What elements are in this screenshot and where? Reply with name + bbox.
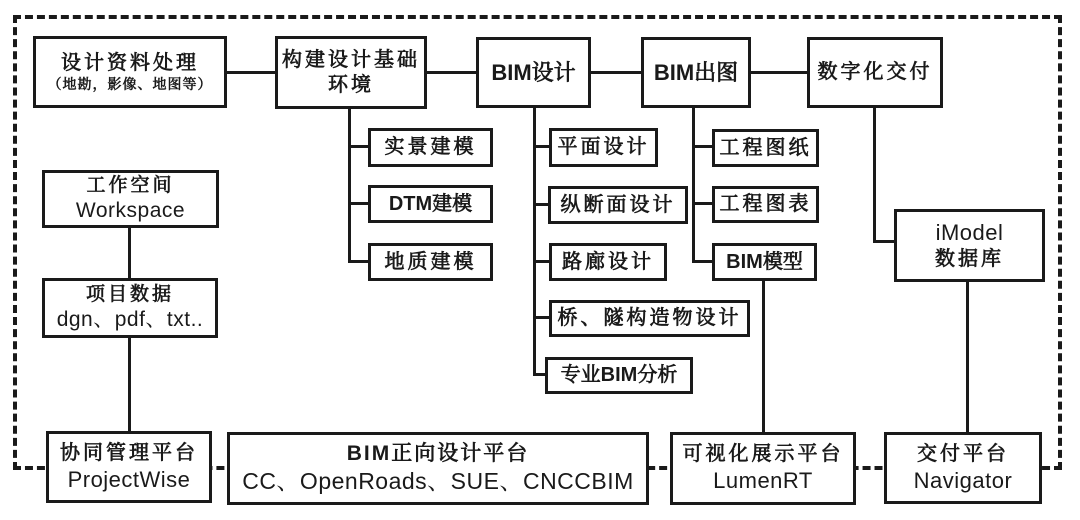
node-engineering-drawings-title: 工程图纸 bbox=[719, 136, 812, 159]
node-bim-model bbox=[712, 243, 817, 281]
node-lumenrt-subtitle: LumenRT bbox=[713, 468, 813, 494]
connector-stub-bimmodel bbox=[692, 260, 712, 263]
node-bim-platform-title: BIM正向设计平台 bbox=[346, 442, 530, 465]
node-projectwise-title: 协同管理平台 bbox=[60, 441, 198, 464]
connector-baseenv-tree bbox=[348, 108, 351, 263]
connector-bimmodel-lumenrt bbox=[762, 281, 765, 432]
connector-stub-analysis bbox=[533, 373, 545, 376]
connector-baseenv-bimdesign bbox=[427, 71, 476, 74]
node-corridor-design bbox=[549, 243, 667, 281]
node-digital-delivery-title: 数字化交付 bbox=[817, 61, 933, 83]
connector-stub-drawings bbox=[692, 145, 712, 148]
node-design-data bbox=[33, 36, 227, 108]
node-reality-modeling-title: 实景建模 bbox=[384, 136, 477, 158]
node-geology-modeling-title: 地质建模 bbox=[384, 250, 477, 273]
node-bim-model-title: BIM模型 bbox=[726, 250, 803, 273]
node-bim-platform bbox=[227, 432, 649, 505]
node-corridor-design-title: 路廊设计 bbox=[562, 250, 654, 273]
node-imodel-db-subtitle: 数据库 bbox=[935, 247, 1004, 270]
connector-workspace-projectdata bbox=[128, 228, 131, 278]
node-project-data-subtitle: dgn、pdf、txt.. bbox=[56, 307, 204, 331]
connector-projectdata-projectwise bbox=[128, 338, 131, 431]
node-engineering-drawings bbox=[712, 129, 819, 167]
node-workspace-title: 工作空间 bbox=[86, 175, 175, 196]
node-dtm-modeling bbox=[368, 185, 493, 223]
node-plan-design-title: 平面设计 bbox=[557, 136, 650, 158]
node-engineering-charts-title: 工程图表 bbox=[719, 193, 812, 215]
node-workspace bbox=[42, 170, 219, 228]
connector-stub-plan bbox=[533, 145, 549, 148]
node-design-data-title: 设计资料处理 bbox=[61, 51, 199, 74]
node-dtm-modeling-title: DTM建模 bbox=[388, 192, 473, 215]
node-engineering-charts bbox=[712, 186, 819, 223]
node-plan-design bbox=[549, 128, 658, 167]
node-bim-platform-subtitle: CC、OpenRoads、SUE、CNCCBIM bbox=[242, 468, 634, 495]
node-digital-delivery bbox=[807, 37, 943, 108]
node-navigator-subtitle: Navigator bbox=[913, 467, 1013, 493]
node-bim-analysis-title: 专业BIM分析 bbox=[560, 364, 678, 386]
connector-stub-geology bbox=[348, 260, 368, 263]
node-navigator-title: 交付平台 bbox=[917, 442, 1009, 465]
connector-stub-charts bbox=[692, 202, 712, 205]
connector-imodel-navigator bbox=[966, 282, 969, 432]
node-bim-output bbox=[641, 37, 751, 108]
node-reality-modeling bbox=[368, 128, 493, 167]
node-base-env-title: 构建设计基础 bbox=[282, 48, 420, 71]
connector-stub-bridge bbox=[533, 316, 549, 319]
node-geology-modeling bbox=[368, 243, 493, 281]
node-workspace-subtitle: Workspace bbox=[75, 198, 186, 222]
node-lumenrt bbox=[670, 432, 856, 505]
node-profile-design-title: 纵断面设计 bbox=[560, 193, 676, 216]
connector-stub-corridor bbox=[533, 260, 549, 263]
connector-bimoutput-tree bbox=[692, 108, 695, 262]
node-lumenrt-title: 可视化展示平台 bbox=[682, 443, 844, 466]
node-base-env bbox=[275, 36, 427, 109]
node-profile-design bbox=[548, 186, 688, 224]
node-imodel-db bbox=[894, 209, 1045, 282]
node-project-data bbox=[42, 278, 218, 338]
node-bridge-tunnel-design bbox=[549, 300, 750, 337]
connector-stub-dtm bbox=[348, 202, 368, 205]
connector-bimoutput-delivery bbox=[751, 71, 807, 74]
node-imodel-db-title: iModel bbox=[935, 220, 1004, 246]
node-bim-design bbox=[476, 37, 591, 108]
connector-designdata-baseenv bbox=[227, 71, 275, 74]
node-projectwise-subtitle: ProjectWise bbox=[67, 466, 191, 492]
node-design-data-subtitle: （地勘，影像、地图等） bbox=[47, 75, 213, 92]
node-navigator bbox=[884, 432, 1042, 504]
connector-stub-reality bbox=[348, 145, 368, 148]
node-bridge-tunnel-design-title: 桥、隧构造物设计 bbox=[557, 307, 742, 329]
node-bim-analysis bbox=[545, 357, 693, 394]
node-projectwise bbox=[46, 431, 212, 503]
node-base-env-title2: 环境 bbox=[328, 73, 374, 96]
connector-delivery-down bbox=[873, 108, 876, 243]
connector-stub-profile bbox=[533, 203, 548, 206]
connector-bimdesign-bimoutput bbox=[591, 71, 641, 74]
node-bim-output-title: BIM出图 bbox=[653, 59, 739, 85]
connector-delivery-imodel bbox=[873, 240, 896, 243]
node-bim-design-title: BIM设计 bbox=[491, 59, 576, 85]
connector-bimdesign-tree bbox=[533, 108, 536, 376]
node-project-data-title: 项目数据 bbox=[85, 284, 174, 305]
